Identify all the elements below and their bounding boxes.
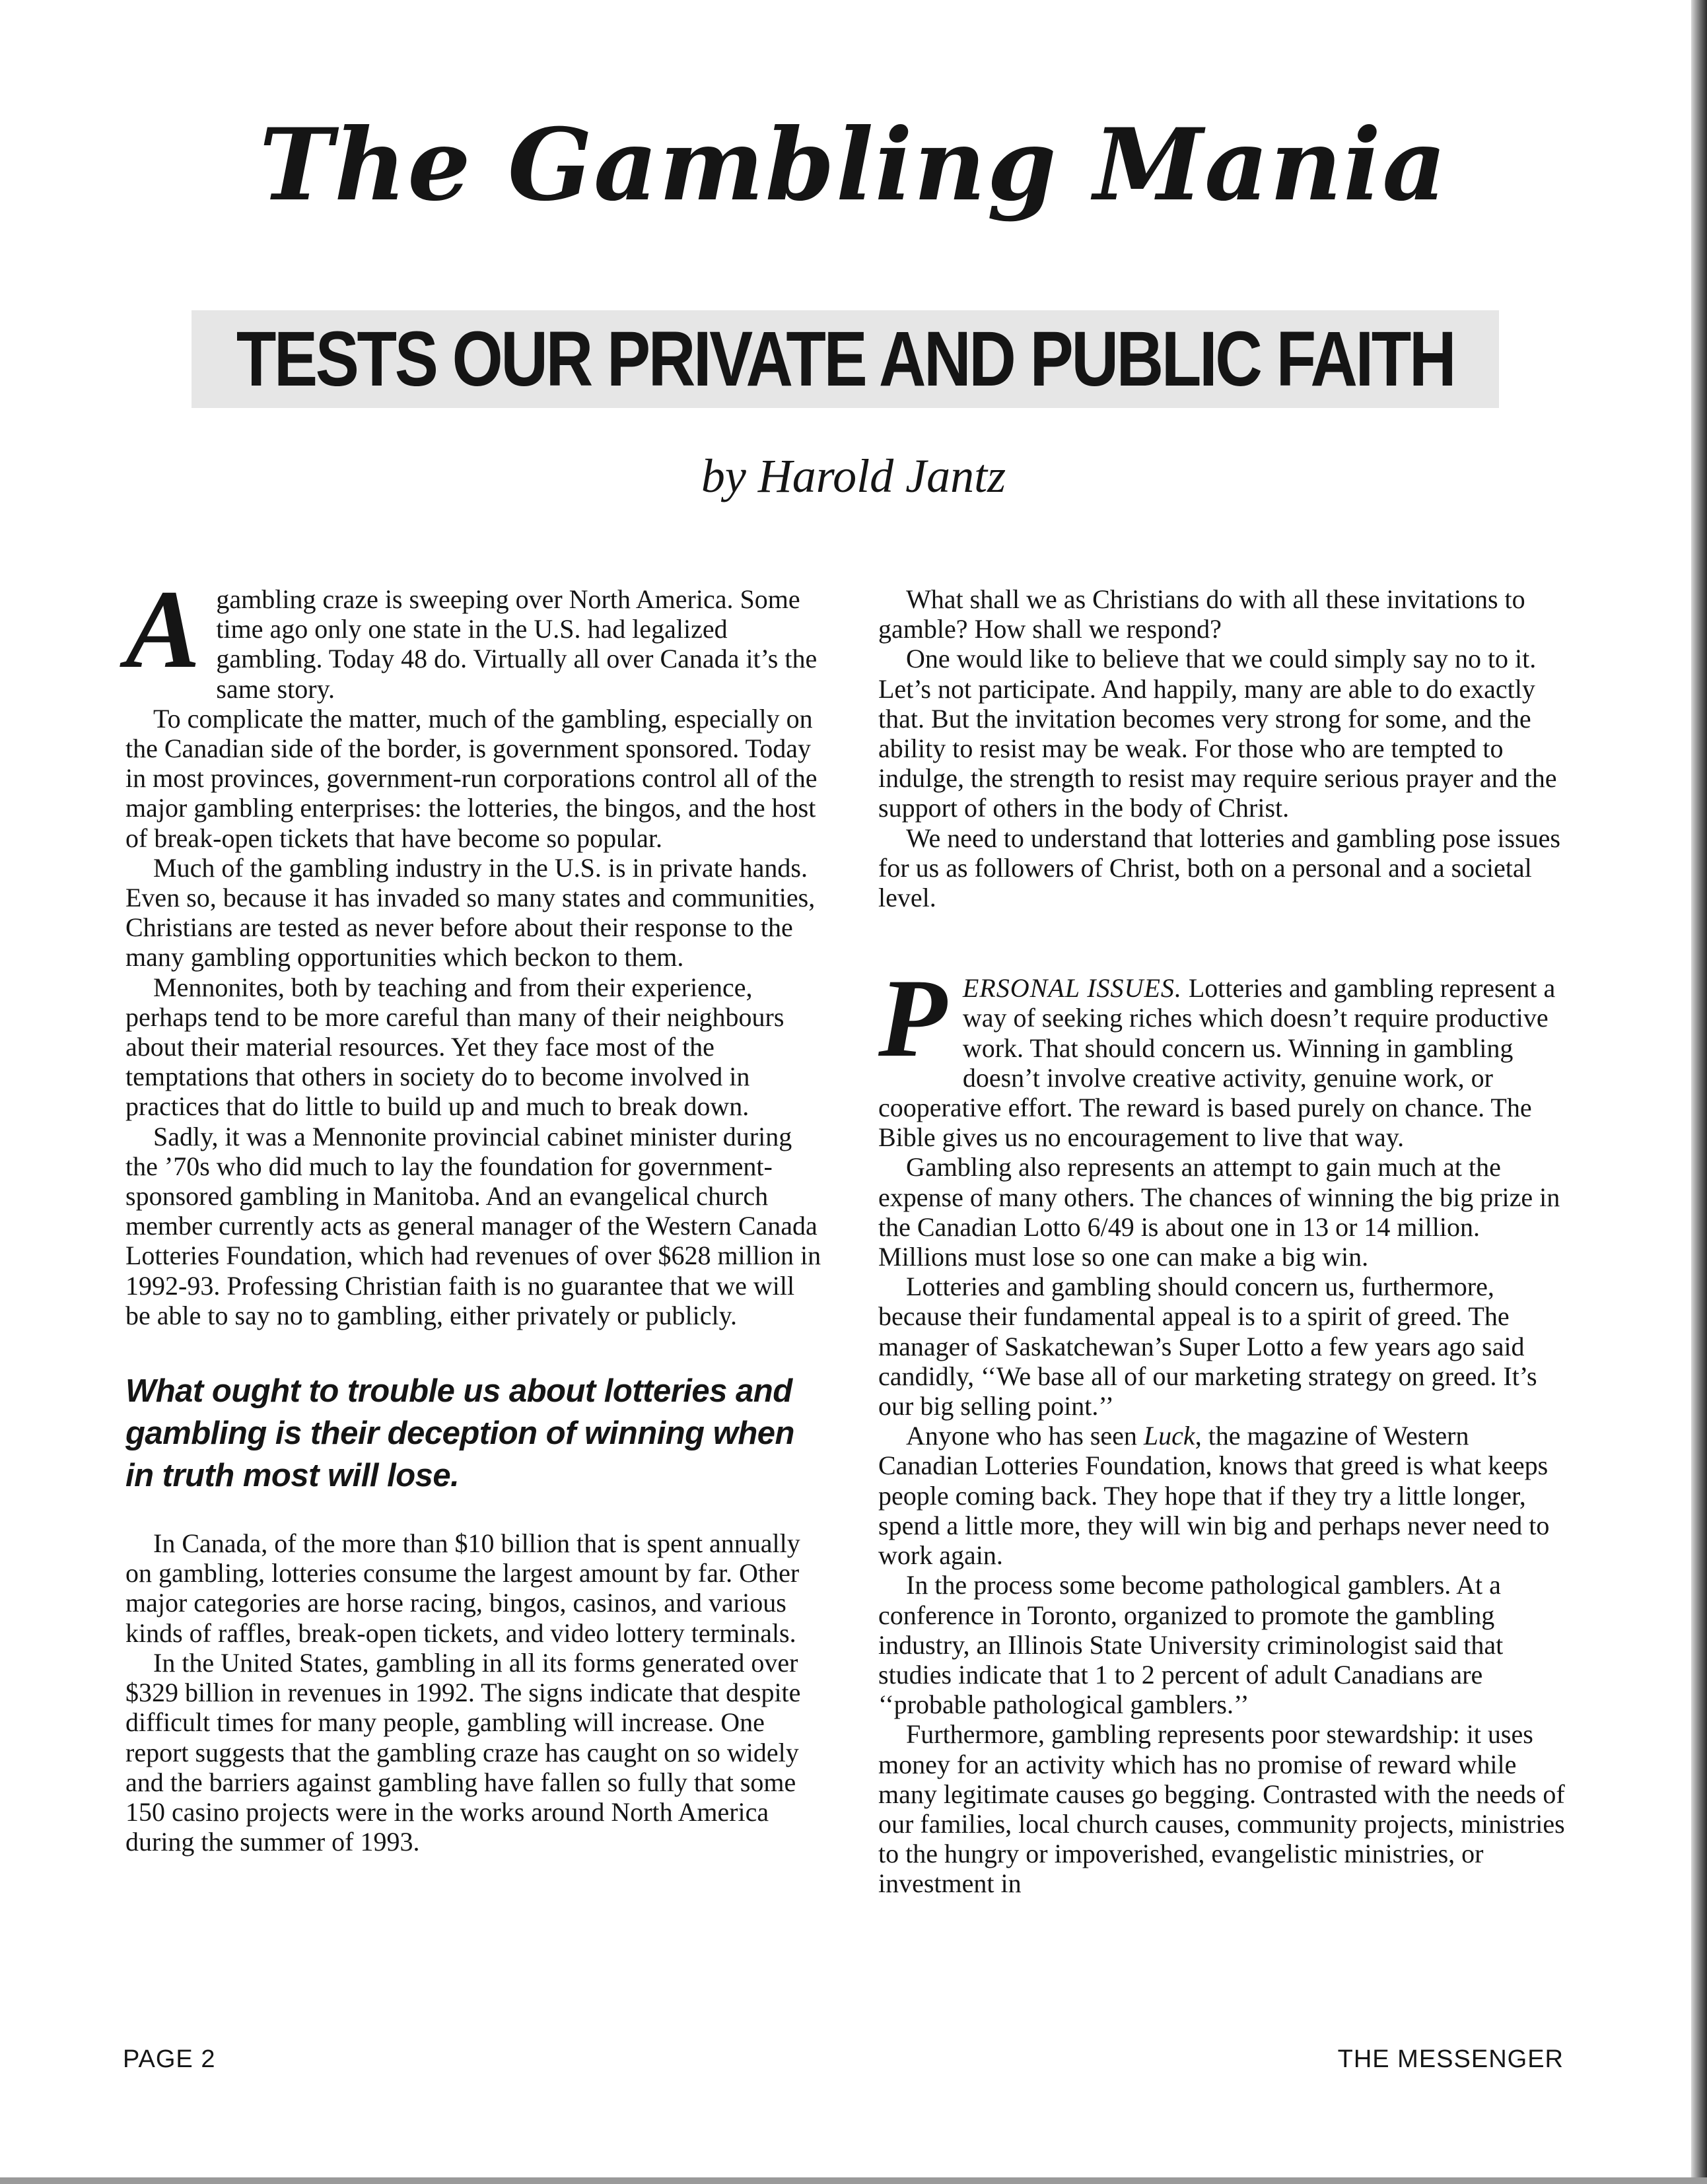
pull-quote: What ought to trouble us about lotteries and gambling is their deception of winning when in truth most will lose. xyxy=(125,1373,794,1494)
page-number: PAGE 2 xyxy=(123,2045,216,2073)
paragraph xyxy=(878,1421,1566,1570)
publication-name: THE MESSENGER xyxy=(1337,2045,1564,2073)
scan-edge-right xyxy=(1691,0,1707,2184)
magazine-title: Luck xyxy=(1143,1421,1195,1451)
paragraph: In the United States, gambling in all its forms generated over $329 billion in revenues in 1992. The signs indicate that despite difficult times for many people, gambling will increase. One report suggests that the gambling craze has caught on so widely and the barriers against gambling have fallen so fully that some 150 casino projects were in the works around North America during the summer of 1993. xyxy=(125,1647,801,1857)
paragraph: Gambling also represents an attempt to gain much at the expense of many others. The chances of winning the big prize in the Canadian Lotto 6/49 is about one in 13 or 14 million. Millions must lose so one can make a big win. xyxy=(878,1152,1560,1272)
paragraph: One would like to believe that we could simply say no to it. Let’s not participate. And happily, many are able to do exactly that. But the invitation becomes very strong for some, and the ability to resist may be weak. For those who are tempted to indulge, the strength to resist may require serious prayer and the support of others in the body of Christ. xyxy=(878,644,1557,823)
paragraph xyxy=(125,567,822,704)
paragraph: In Canada, of the more than $10 billion that is spent annually on gambling, lotteries consume the largest amount by far. Other major categories are horse racing, bingos, casinos, and various kinds of raffles, break-open tickets, and video lottery terminals. xyxy=(125,1528,800,1648)
paragraph-text: , the magazine of Western Canadian Lotteries Foundation, knows that greed is what keeps people coming back. They hope that if they try a little longer, spend a little more, they will win big and perhaps never need to work again. xyxy=(878,1421,1550,1571)
paragraph: Mennonites, both by teaching and from their experience, perhaps tend to be more careful than many of their neighbours about their material resources. Yet they face most of the temptations that others in society do to become involved in practices that do little to build up and much to break down. xyxy=(125,972,784,1122)
paragraph: In the process some become pathological gamblers. At a conference in Toronto, organized to promote the gambling industry, an Illinois State University criminologist said that studies indicate that 1 to 2 percent of adult Canadians are ‘‘probable pathological gamblers.’’ xyxy=(878,1570,1504,1720)
paragraph: What shall we as Christians do with all these invitations to gamble? How shall we respond? xyxy=(878,584,1525,644)
paragraph: Sadly, it was a Mennonite provincial cabinet minister during the ’70s who did much to lay the foundation for government-sponsored gambling in Manitoba. And an evangelical church member currently acts as general manager of the Western Canada Lotteries Foundation, which had revenues of over $628 million in 1992-93. Professing Christian faith is no guarantee that we will be able to say no to gambling, either privately or publicly. xyxy=(125,1121,821,1330)
drop-cap: A xyxy=(125,567,201,691)
paragraph-text: gambling craze is sweeping over North America. Some time ago only one state in the U.S. had legalized gambling. Today 48 do. Virtually all over Canada it’s the same story. xyxy=(216,584,818,704)
scan-edge-bottom xyxy=(0,2177,1707,2184)
paragraph-text: Anyone who has seen xyxy=(906,1421,1137,1451)
paragraph: To complicate the matter, much of the gambling, especially on the Canadian side of the border, is government sponsored. Today in most provinces, government-run corporations control all of the major gambling enterprises: the lotteries, the bingos, and the host of break-open tickets that have become so popular. xyxy=(125,703,818,853)
article-byline: by Harold Jantz xyxy=(701,450,1006,502)
article-subtitle: TESTS OUR PRIVATE AND PUBLIC FAITH xyxy=(236,316,1455,403)
paragraph: Furthermore, gambling represents poor stewardship: it uses money for an activity which has no promise of reward while many legitimate causes go begging. Contrasted with the needs of our families, local church causes, community projects, ministries to the hungry or impoverished, evangelistic ministries, or investment in xyxy=(878,1719,1565,1899)
paragraph: We need to understand that lotteries and gambling pose issues for us as followers of Christ, both on a personal and a societal level. xyxy=(878,823,1560,913)
paragraph: Much of the gambling industry in the U.S. is in private hands. Even so, because it has invaded so many states and communities, Christians are tested as never before about their response to the many gambling opportunities which beckon to them. xyxy=(125,852,816,973)
section-spacer xyxy=(878,912,1566,973)
section-drop-cap: P xyxy=(878,956,947,1081)
paragraph-text: Lotteries and gambling represent a way of seeking riches which doesn’t require productive work. That should concern us. Winning in gambling doesn’t involve creative activity, genuine work, or cooperative effort. The reward is based purely on chance. The Bible gives us no encouragement to live that way. xyxy=(878,973,1556,1153)
article-title: The Gambling Mania xyxy=(259,107,1448,223)
paragraph: Lotteries and gambling should concern us, furthermore, because their fundamental appeal is to a spirit of greed. The manager of Saskatchewan’s Super Lotto a few years ago said candidly, ‘‘We base all of our marketing strategy on greed. It’s our big selling point.’’ xyxy=(878,1272,1537,1421)
right-column xyxy=(878,584,1566,1899)
section-heading: ERSONAL ISSUES. xyxy=(962,973,1182,1004)
left-column xyxy=(125,567,822,1857)
paragraph xyxy=(878,956,1566,1153)
